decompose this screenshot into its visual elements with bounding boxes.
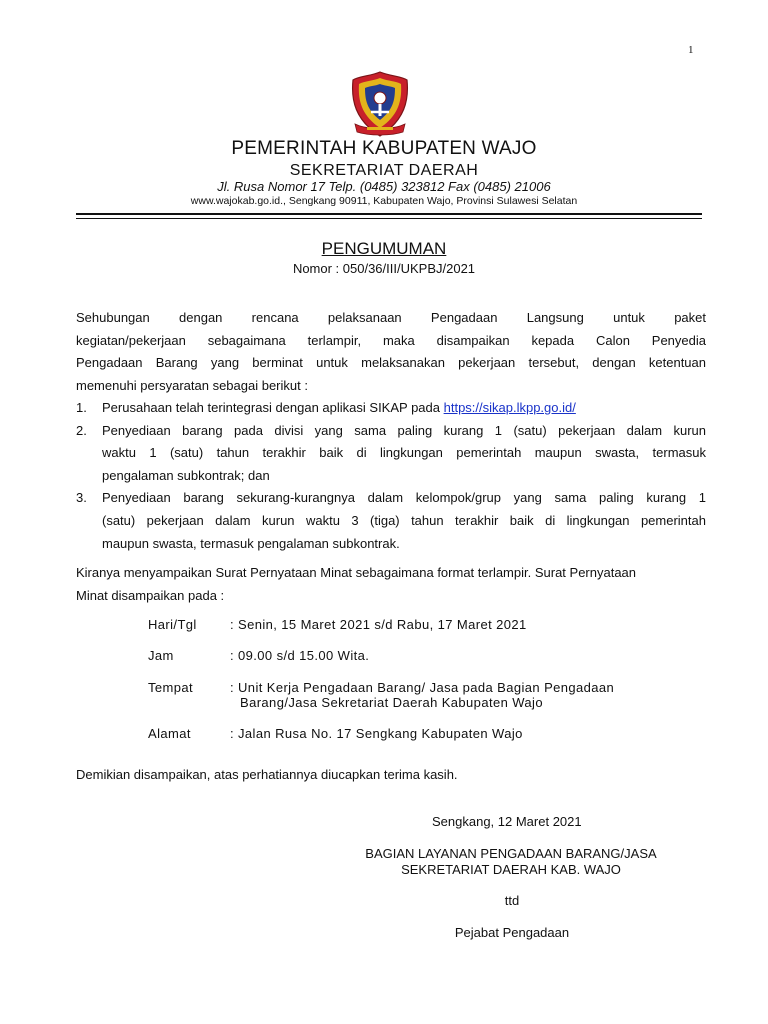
letterhead-secretariat: SEKRETARIAT DAERAH	[289, 162, 479, 179]
schedule-value-line: : Unit Kerja Pengadaan Barang/ Jasa pada Bagian Pengadaan	[230, 680, 615, 695]
requirement-item	[76, 397, 706, 420]
schedule-value: : 09.00 s/d 15.00 Wita.	[230, 648, 370, 663]
schedule-value: : Senin, 15 Maret 2021 s/d Rabu, 17 Maret 2021	[230, 617, 527, 632]
requirement-item	[76, 420, 706, 488]
schedule-label: Hari/Tgl	[148, 617, 197, 632]
document-number: Nomor : 050/36/III/UKPBJ/2021	[292, 261, 476, 276]
signature-org-line: SEKRETARIAT DAERAH KAB. WAJO	[401, 862, 621, 877]
schedule-value	[230, 680, 700, 710]
requirements-list	[76, 397, 706, 555]
intro-line: Sehubungan dengan rencana pelaksanaan Pengadaan Langsung untuk paket	[76, 310, 706, 325]
schedule-label: Alamat	[148, 726, 191, 741]
signature-org-line: BAGIAN LAYANAN PENGADAAN BARANG/JASA	[365, 846, 657, 861]
requirement-item	[76, 487, 706, 555]
schedule-label: Tempat	[148, 680, 194, 695]
signature-place-date: Sengkang, 12 Maret 2021	[432, 814, 582, 829]
signature-ttd: ttd	[504, 893, 520, 908]
closing-line: Kiranya menyampaikan Surat Pernyataan Minat sebagaimana format terlampir. Surat Pernyataan	[76, 565, 637, 580]
intro-line: Pengadaan Barang yang berminat untuk melaksanakan pekerjaan tersebut, dengan ketentuan	[76, 355, 706, 371]
letterhead-government: PEMERINTAH KABUPATEN WAJO	[231, 138, 537, 159]
letterhead-rule-thick	[76, 213, 702, 215]
requirement-line: (satu) pekerjaan dalam kurun waktu 3 (tiga) tahun terakhir baik di lingkungan pemerintah	[102, 512, 706, 528]
requirement-line: waktu 1 (satu) tahun terakhir baik di lingkungan pemerintah maupun swasta, termasuk	[102, 445, 706, 461]
requirement-line: pengalaman subkontrak; dan	[102, 467, 270, 483]
signature-organization	[320, 846, 702, 878]
intro-paragraph	[76, 307, 706, 397]
requirement-text: Perusahaan telah terintegrasi dengan aplikasi SIKAP pada	[102, 400, 444, 415]
closing-paragraph	[76, 562, 706, 607]
schedule-value: : Jalan Rusa No. 17 Sengkang Kabupaten Wajo	[230, 726, 523, 741]
closing-line: Minat disampaikan pada :	[76, 587, 225, 603]
kabupaten-wajo-crest-icon	[349, 70, 411, 138]
letterhead-address: Jl. Rusa Nomor 17 Telp. (0485) 323812 Fax (0485) 21006	[217, 179, 551, 194]
requirement-number: 3.	[76, 490, 87, 506]
intro-line: memenuhi persyaratan sebagai berikut :	[76, 377, 308, 393]
requirement-number: 2.	[76, 422, 87, 438]
letterhead-rule-thin	[76, 218, 702, 219]
intro-line: kegiatan/pekerjaan sebagaimana terlampir, maka disampaikan kepada Calon Penyedia	[76, 332, 706, 348]
requirement-line: maupun swasta, termasuk pengalaman subkontrak.	[102, 535, 400, 551]
letterhead-website: www.wajokab.go.id., Sengkang 90911, Kabupaten Wajo, Provinsi Sulawesi Selatan	[190, 195, 578, 207]
sikap-link[interactable]: https://sikap.lkpp.go.id/	[443, 400, 576, 415]
requirement-line: Penyediaan barang pada divisi yang sama paling kurang 1 (satu) pekerjaan dalam kurun	[102, 422, 706, 438]
requirement-number: 1.	[76, 400, 87, 415]
requirement-line: Penyediaan barang sekurang-kurangnya dalam kelompok/grup yang sama paling kurang 1	[102, 490, 706, 506]
closing-thanks: Demikian disampaikan, atas perhatiannya diucapkan terima kasih.	[76, 767, 458, 782]
page-number: 1	[688, 44, 694, 56]
signature-name: Pejabat Pengadaan	[454, 925, 570, 940]
schedule-value-line: Barang/Jasa Sekretariat Daerah Kabupaten Wajo	[240, 695, 543, 710]
schedule-label: Jam	[148, 648, 174, 663]
document-title: PENGUMUMAN	[321, 239, 447, 258]
